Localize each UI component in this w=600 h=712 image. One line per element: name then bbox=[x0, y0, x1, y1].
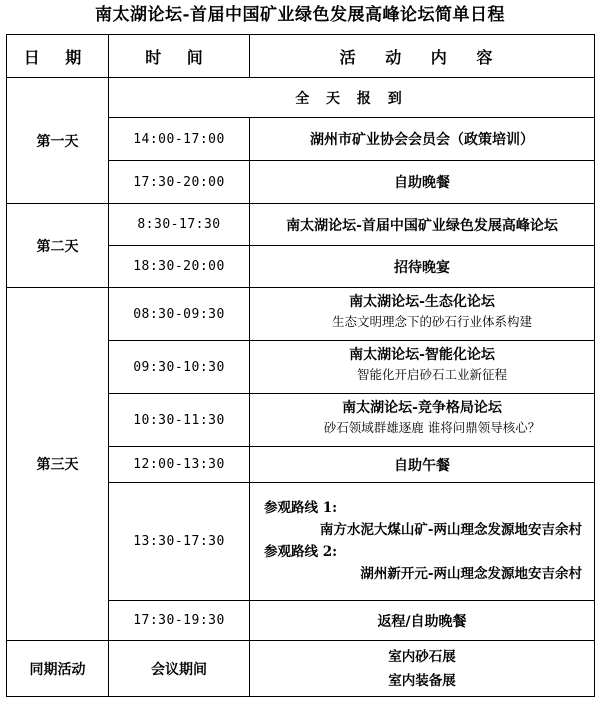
header-content: 活 动 内 容 bbox=[250, 35, 595, 78]
time-cell: 17:30-19:30 bbox=[109, 601, 250, 641]
activity-cell: 招待晚宴 bbox=[250, 246, 595, 288]
header-row bbox=[7, 35, 595, 78]
concurrent-time: 会议期间 bbox=[109, 641, 250, 697]
day-label-3: 第三天 bbox=[7, 288, 109, 641]
exhibition-item: 室内装备展 bbox=[388, 672, 456, 689]
day-label-1: 第一天 bbox=[7, 78, 109, 204]
forum-subtitle: 智能化开启砂石工业新征程 bbox=[356, 367, 507, 382]
forum-cell bbox=[250, 288, 595, 341]
time-cell: 08:30-09:30 bbox=[109, 288, 250, 341]
route-1-label: 参观路线 1: bbox=[264, 499, 338, 516]
route-1-text: 南方水泥大煤山矿-两山理念发源地安吉余村 bbox=[319, 521, 582, 538]
day-label-2: 第二天 bbox=[7, 204, 109, 288]
exhibition-item: 室内砂石展 bbox=[388, 648, 456, 665]
time-cell: 13:30-17:30 bbox=[109, 483, 250, 601]
forum-title: 南太湖论坛-生态化论坛 bbox=[349, 294, 495, 310]
activity-cell: 南太湖论坛-首届中国矿业绿色发展高峰论坛 bbox=[250, 204, 595, 246]
time-cell: 12:00-13:30 bbox=[109, 447, 250, 483]
time-cell: 8:30-17:30 bbox=[109, 204, 250, 246]
forum-title: 南太湖论坛-竞争格局论坛 bbox=[342, 400, 502, 416]
time-cell: 14:00-17:00 bbox=[109, 118, 250, 161]
tour-routes-cell bbox=[250, 483, 595, 601]
table-row bbox=[7, 641, 595, 697]
activity-cell: 返程/自助晚餐 bbox=[250, 601, 595, 641]
concurrent-label: 同期活动 bbox=[7, 641, 109, 697]
time-cell: 18:30-20:00 bbox=[109, 246, 250, 288]
forum-cell bbox=[250, 341, 595, 394]
header-date: 日 期 bbox=[7, 35, 109, 78]
table-row bbox=[7, 288, 595, 341]
table-row bbox=[7, 78, 595, 118]
header-time: 时 间 bbox=[109, 35, 250, 78]
forum-subtitle: 砂石领域群雄逐鹿 谁将问鼎领导核心？ bbox=[323, 420, 541, 435]
full-day-registration: 全 天 报 到 bbox=[109, 78, 595, 118]
forum-cell bbox=[250, 394, 595, 447]
table-row bbox=[7, 204, 595, 246]
time-cell: 17:30-20:00 bbox=[109, 161, 250, 204]
time-cell: 10:30-11:30 bbox=[109, 394, 250, 447]
route-2-text: 湖州新开元-两山理念发源地安吉余村 bbox=[360, 565, 582, 582]
activity-cell: 湖州市矿业协会会员会（政策培训） bbox=[250, 118, 595, 161]
schedule-table bbox=[6, 34, 595, 697]
concurrent-items-cell bbox=[250, 641, 595, 697]
route-2-label: 参观路线 2: bbox=[264, 543, 338, 560]
forum-title: 南太湖论坛-智能化论坛 bbox=[349, 347, 495, 363]
time-cell: 09:30-10:30 bbox=[109, 341, 250, 394]
activity-cell: 自助午餐 bbox=[250, 447, 595, 483]
forum-subtitle: 生态文明理念下的砂石行业体系构建 bbox=[331, 314, 532, 329]
activity-cell: 自助晚餐 bbox=[250, 161, 595, 204]
document-title: 南太湖论坛-首届中国矿业绿色发展高峰论坛简单日程 bbox=[94, 5, 506, 25]
